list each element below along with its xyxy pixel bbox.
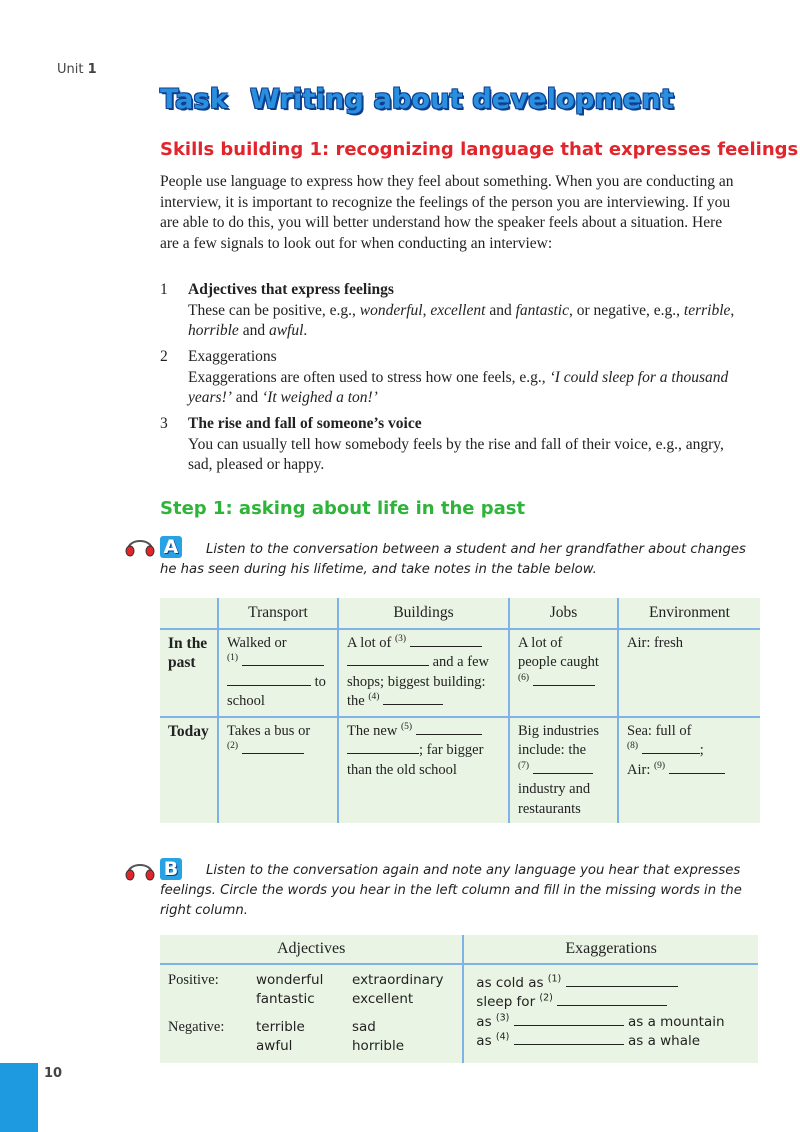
- answer-blank[interactable]: [514, 1013, 624, 1026]
- answer-blank[interactable]: [227, 673, 311, 686]
- list-item-2: 2 Exaggerations Exaggerations are often used to stress how one feels, e.g., ‘I could sleep for a thousand years!’ and ‘It weighed a ton!’: [160, 347, 750, 409]
- exercise-b-instruction: Listen to the conversation again and note any language you hear that expresses feelings. Circle the words you hear in the left column and fill in the missing words in the right column.: [160, 863, 742, 918]
- row-header-today: Today: [160, 717, 218, 824]
- cell-past-environment: Air: fresh: [618, 629, 760, 717]
- cell-past-jobs: A lot of people caught $^{(6)}$: [509, 629, 618, 717]
- answer-blank[interactable]: [242, 741, 304, 754]
- answer-blank[interactable]: [669, 761, 725, 774]
- skills-heading: Skills building 1: recognizing language that expresses feelings: [160, 139, 799, 160]
- cell-today-buildings: The new $^{(5)}$ ; far bigger than the old school: [338, 717, 509, 824]
- list-item-text: Exaggerations are often used to stress how one feels, e.g., ‘I could sleep for a thousand years!’ and ‘It weighed a ton!’: [188, 368, 729, 407]
- answer-blank[interactable]: [566, 974, 678, 987]
- row-header-past: In the past: [160, 629, 218, 717]
- page-edge-bar: [0, 1063, 38, 1132]
- answer-blank[interactable]: [410, 634, 482, 647]
- page-number: 10: [44, 1066, 63, 1081]
- answer-blank[interactable]: [514, 1032, 624, 1045]
- list-item-heading: The rise and fall of someone’s voice: [188, 415, 422, 432]
- exaggerations-cell: as cold as $^{(1)}$ sleep for $^{(2)}$ as $^{(3)}$ as a mountain as $^{(4)}$ as a whale: [476, 973, 725, 1049]
- list-item-text: You can usually tell how somebody feels by the rise and fall of their voice, e.g., angry, sad, pleased or happy.: [188, 435, 724, 474]
- col-header-transport: Transport: [218, 598, 338, 629]
- table-row: [160, 964, 758, 1014]
- exercise-a-instruction: Listen to the conversation between a student and her grandfather about changes he has seen during his lifetime, and take notes in the table below.: [160, 542, 746, 577]
- negative-label: Negative:: [168, 1018, 225, 1035]
- col-header-jobs: Jobs: [509, 598, 618, 629]
- table-a: [160, 598, 760, 823]
- col-header-adjectives: Adjectives: [160, 935, 463, 964]
- list-item-heading: Adjectives that express feelings: [188, 281, 394, 298]
- list-item-text: These can be positive, e.g., wonderful, excellent and fantastic, or negative, e.g., terrible, horrible and awful.: [188, 301, 735, 340]
- word-option[interactable]: horrible: [352, 1038, 405, 1054]
- cell-today-environment: Sea: full of $^{(8)}$ ; Air: $^{(9)}$: [618, 717, 760, 824]
- table-row: [160, 717, 760, 824]
- answer-blank[interactable]: [242, 653, 324, 666]
- col-header-buildings: Buildings: [338, 598, 509, 629]
- cell-today-jobs: Big industries include: the $^{(7)}$ industry and restaurants: [509, 717, 618, 824]
- word-option[interactable]: excellent: [352, 991, 414, 1007]
- cell-today-transport: Takes a bus or $^{(2)}$: [218, 717, 338, 824]
- cell-past-transport: Walked or $^{(1)}$ to school: [218, 629, 338, 717]
- table-row: [160, 629, 760, 717]
- answer-blank[interactable]: [533, 673, 595, 686]
- table-b: [160, 935, 758, 1063]
- col-header-environment: Environment: [618, 598, 760, 629]
- cell-past-buildings: A lot of $^{(3)}$ and a few shops; biggest building: the $^{(4)}$: [338, 629, 509, 717]
- headphones-icon: [122, 532, 158, 558]
- exercise-a-badge: A: [160, 536, 182, 558]
- word-option[interactable]: terrible: [256, 1018, 305, 1035]
- answer-blank[interactable]: [383, 692, 443, 705]
- answer-blank[interactable]: [416, 722, 482, 735]
- positive-label: Positive:: [168, 971, 219, 988]
- list-item-heading: Exaggerations: [188, 348, 277, 365]
- answer-blank[interactable]: [347, 653, 429, 666]
- step1-heading: Step 1: asking about life in the past: [160, 498, 526, 519]
- answer-blank[interactable]: [557, 993, 667, 1006]
- unit-label: Unit 1: [57, 62, 97, 77]
- word-option[interactable]: sad: [352, 1018, 376, 1035]
- answer-blank[interactable]: [347, 741, 419, 754]
- list-item-1: 1 Adjectives that express feelings These can be positive, e.g., wonderful, excellent and fantastic, or negative, e.g., terrible, horrible and awful.: [160, 280, 750, 342]
- answer-blank[interactable]: [533, 761, 593, 774]
- word-option[interactable]: wonderful: [256, 971, 324, 988]
- answer-blank[interactable]: [642, 741, 700, 754]
- word-option[interactable]: extraordinary: [352, 971, 444, 988]
- skills-intro: People use language to express how they feel about something. When you are conducting an interview, it is important to recognize the feelings of the person you are interviewing. If you are able to do this, you will better understand how the speaker feels about a situation. Here are a few signals to look out for when conducting an interview:: [160, 173, 734, 252]
- word-option[interactable]: awful: [256, 1038, 293, 1054]
- list-item-3: 3 The rise and fall of someone’s voice You can usually tell how somebody feels by the rise and fall of their voice, e.g., angry, sad, pleased or happy.: [160, 414, 750, 476]
- table-a-corner: [160, 598, 218, 629]
- task-title: Task Writing about development: [160, 84, 674, 115]
- word-option[interactable]: fantastic: [256, 991, 315, 1007]
- headphones-icon: [122, 856, 158, 882]
- col-header-exaggerations: Exaggerations: [463, 935, 758, 964]
- exercise-b-badge: B: [160, 858, 182, 880]
